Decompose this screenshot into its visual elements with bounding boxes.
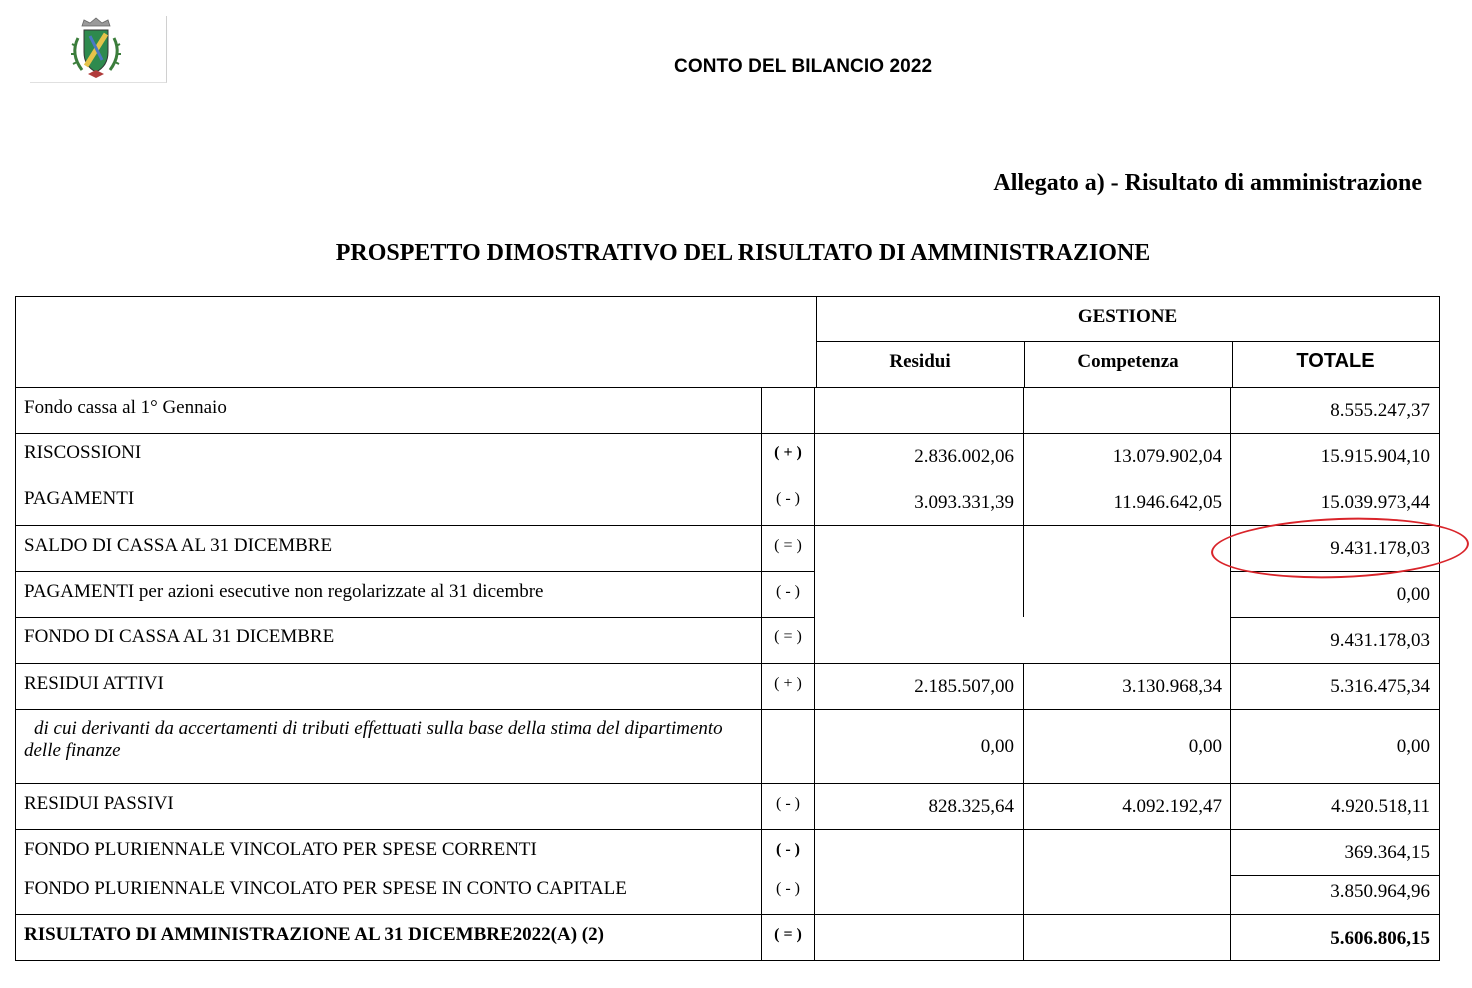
document-title: CONTO DEL BILANCIO 2022 [674,56,933,77]
attachment-title: Allegato a) - Risultato di amministrazione [993,170,1422,196]
row-sign: ( = ) [774,926,802,943]
red-circle-annotation [1210,514,1470,583]
col-header-totale: TOTALE [1296,350,1375,372]
row-totale: 3.850.964,96 [1330,881,1430,902]
row-competenza: 11.946.642,05 [1113,492,1222,513]
row-residui: 828.325,64 [928,796,1014,817]
row-sign: ( - ) [776,490,800,507]
row-residui: 2.185.507,00 [914,676,1014,697]
row-competenza: 4.092.192,47 [1122,796,1222,817]
row-label: di cui derivanti da accertamenti di tributi effettuati sulla base della stima del dipartimento delle finanze [24,718,723,761]
row-totale: 0,00 [1396,736,1430,757]
row-totale: 9.431.178,03 [1330,538,1430,559]
row-sign: ( - ) [776,880,800,897]
row-residui: 0,00 [980,736,1014,757]
result-row-totale: 5.606.806,15 [1330,928,1430,949]
row-label: RESIDUI PASSIVI [24,793,174,814]
page-heading: PROSPETTO DIMOSTRATIVO DEL RISULTATO DI AMMINISTRAZIONE [335,240,1151,266]
row-residui: 3.093.331,39 [914,492,1014,513]
row-label: PAGAMENTI per azioni esecutive non regolarizzate al 31 dicembre [24,581,544,602]
row-sign: ( = ) [774,628,802,645]
result-row-label: RISULTATO DI AMMINISTRAZIONE AL 31 DICEMBRE2022(A) (2) [24,924,604,945]
row-label: RISCOSSIONI [24,442,142,463]
row-sign: ( - ) [776,583,800,600]
row-totale: 4.920.518,11 [1330,796,1430,817]
row-sign: ( + ) [774,444,802,461]
col-header-residui: Residui [889,351,951,372]
gestione-header: GESTIONE [1077,306,1178,327]
row-totale: 8.555.247,37 [1330,400,1430,421]
row-totale: 9.431.178,03 [1330,630,1430,651]
row-sign: ( - ) [776,795,800,812]
row-totale: 369.364,15 [1344,842,1430,863]
row-label: Fondo cassa al 1° Gennaio [24,397,227,418]
row-totale: 15.915.904,10 [1320,446,1430,467]
row-label: PAGAMENTI [24,488,135,509]
row-label: SALDO DI CASSA AL 31 DICEMBRE [24,535,333,556]
row-sign: ( = ) [774,537,802,554]
row-competenza: 13.079.902,04 [1112,446,1222,467]
row-totale: 15.039.973,44 [1320,492,1430,513]
results-table [15,296,1440,961]
row-label: FONDO DI CASSA AL 31 DICEMBRE [24,626,335,647]
row-sign: ( - ) [776,841,800,858]
row-label: FONDO PLURIENNALE VINCOLATO PER SPESE CORRENTI [24,839,537,860]
row-residui: 2.836.002,06 [914,446,1014,467]
row-competenza: 0,00 [1188,736,1222,757]
logo [30,16,167,83]
row-competenza: 3.130.968,34 [1122,676,1222,697]
row-totale: 5.316.475,34 [1330,676,1430,697]
row-totale: 0,00 [1396,584,1430,605]
row-sign: ( + ) [774,675,802,692]
row-label: RESIDUI ATTIVI [24,673,164,694]
col-header-competenza: Competenza [1077,351,1179,372]
municipal-coat-of-arms-icon [66,16,126,82]
row-label: FONDO PLURIENNALE VINCOLATO PER SPESE IN CONTO CAPITALE [24,878,627,899]
